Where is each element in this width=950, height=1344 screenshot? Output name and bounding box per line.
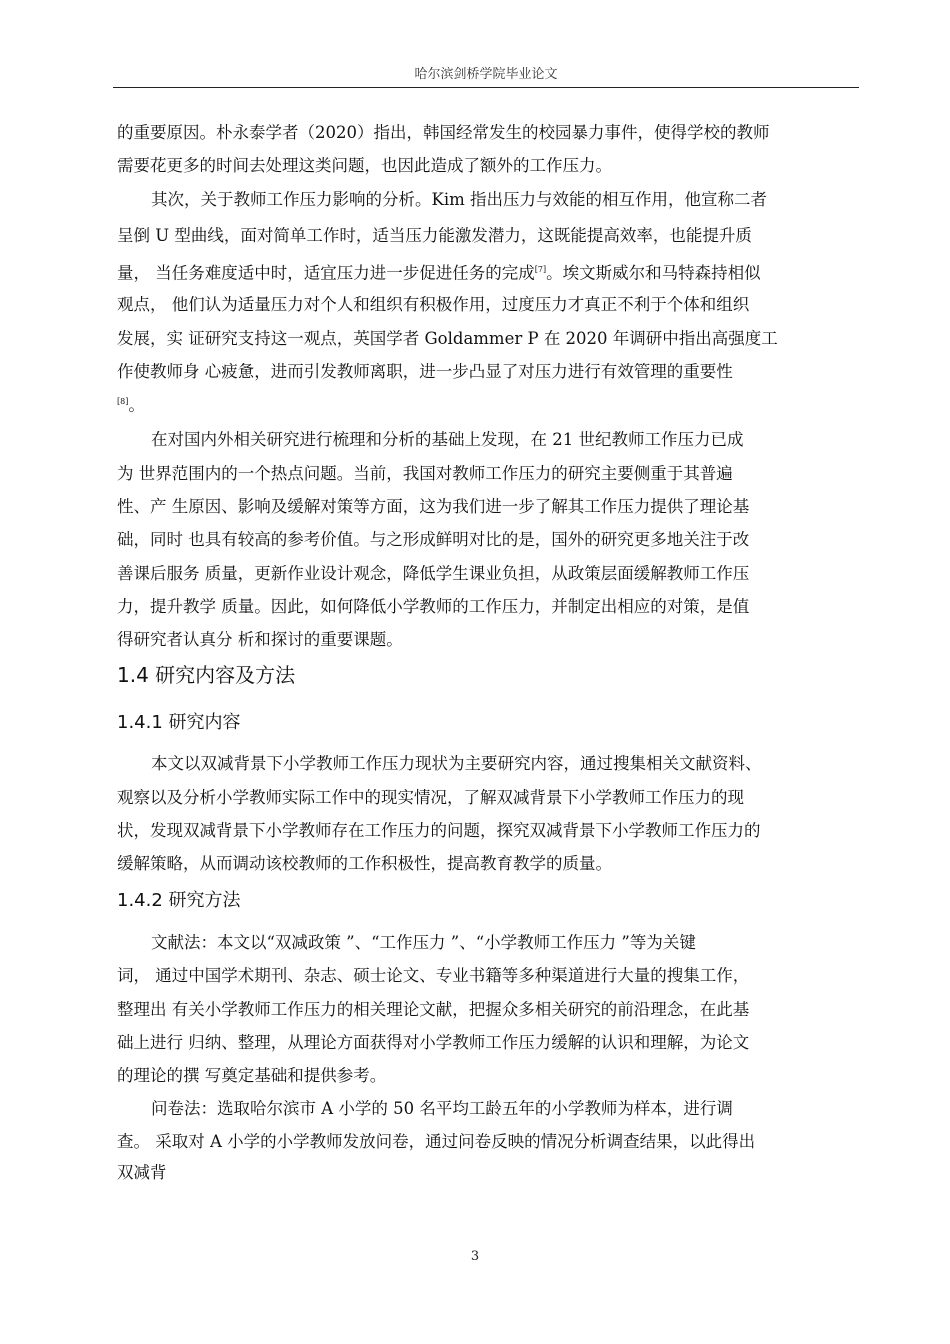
text-run: 量， 当任务难度适中时，适宜压力进一步促进任务的完成	[117, 263, 535, 283]
text-run: 。埃文斯威尔和马特森持相似	[546, 263, 761, 283]
paragraph-line: 查。 采取对 A 小学的小学教师发放问卷，通过问卷反映的情况分析调查结果，以此得出	[117, 1132, 756, 1151]
paragraph-line: 需要花更多的时间去处理这类问题，也因此造成了额外的工作压力。	[117, 156, 612, 175]
paragraph-line: 力，提升教学 质量。因此，如何降低小学教师的工作压力，并制定出相应的对策，是值	[117, 597, 750, 616]
paragraph-line	[117, 390, 145, 418]
section-heading: 1.4 研究内容及方法	[117, 663, 296, 687]
paragraph-line: 性、产 生原因、影响及缓解对策等方面，这为我们进一步了解其工作压力提供了理论基	[117, 497, 750, 516]
paragraph-line: 状，发现双减背景下小学教师存在工作压力的问题，探究双减背景下小学教师工作压力的	[117, 821, 761, 840]
paragraph-line: 词， 通过中国学术期刊、杂志、硕士论文、专业书籍等多种渠道进行大量的搜集工作，	[117, 966, 750, 985]
paragraph-line: 得研究者认真分 析和探讨的重要课题。	[117, 630, 403, 649]
paragraph-line: 发展，实 证研究支持这一观点，英国学者 Goldammer P 在 2020 年调研中指出高强度工	[117, 329, 778, 348]
paragraph-line: 观察以及分析小学教师实际工作中的现实情况，了解双减背景下小学教师工作压力的现	[117, 788, 744, 807]
paragraph-line: 的重要原因。朴永泰学者（2020）指出，韩国经常发生的校园暴力事件，使得学校的教师	[117, 123, 770, 142]
paragraph-line: 作使教师身 心疲惫，进而引发教师离职，进一步凸显了对压力进行有效管理的重要性	[117, 362, 733, 381]
paragraph-line: 的理论的撰 写奠定基础和提供参考。	[117, 1066, 387, 1085]
paragraph-line: 善课后服务 质量，更新作业设计观念，降低学生课业负担，从政策层面缓解教师工作压	[117, 564, 750, 583]
page-number: 3	[470, 1249, 480, 1264]
paragraph-line: 在对国内外相关研究进行梳理和分析的基础上发现，在 21 世纪教师工作压力已成	[151, 430, 744, 449]
paragraph-line: 本文以双减背景下小学教师工作压力现状为主要研究内容，通过搜集相关文献资料、	[151, 754, 762, 773]
paragraph-line: 整理出 有关小学教师工作压力的相关理论文献，把握众多相关研究的前沿理念，在此基	[117, 1000, 750, 1019]
text-run: 。	[128, 395, 145, 415]
subsection-heading: 1.4.1 研究内容	[117, 712, 241, 733]
paragraph-line: 础上进行 归纳、整理，从理论方面获得对小学教师工作压力缓解的认识和理解，为论文	[117, 1033, 750, 1052]
header-divider	[113, 87, 859, 88]
paragraph-line: 问卷法：选取哈尔滨市 A 小学的 50 名平均工龄五年的小学教师为样本，进行调	[151, 1099, 733, 1118]
paragraph-line: 双减背	[117, 1163, 167, 1182]
paragraph-line: 其次，关于教师工作压力影响的分析。Kim 指出压力与效能的相互作用，他宣称二者	[151, 190, 767, 209]
subsection-heading: 1.4.2 研究方法	[117, 890, 241, 911]
paragraph-line: 观点， 他们认为适量压力对个人和组织有积极作用，过度压力才真正不利于个体和组织	[117, 295, 750, 314]
paragraph-line: 文献法：本文以“双减政策 ”、“工作压力 ”、“小学教师工作压力 ”等为关键	[151, 933, 696, 952]
paragraph-line: 础，同时 也具有较高的参考价值。与之形成鲜明对比的是，国外的研究更多地关注于改	[117, 530, 750, 549]
paragraph-line: 呈倒 U 型曲线，面对简单工作时，适当压力能激发潜力，这既能提高效率，也能提升质	[117, 226, 752, 245]
running-header: 哈尔滨剑桥学院毕业论文	[414, 67, 558, 82]
paragraph-line: 为 世界范围内的一个热点问题。当前，我国对教师工作压力的研究主要侧重于其普遍	[117, 464, 733, 483]
citation-ref: [7]	[534, 265, 547, 274]
paragraph-line: 缓解策略，从而调动该校教师的工作积极性，提高教育教学的质量。	[117, 854, 612, 873]
citation-ref: [8]	[117, 397, 129, 406]
paragraph-line	[117, 258, 761, 286]
